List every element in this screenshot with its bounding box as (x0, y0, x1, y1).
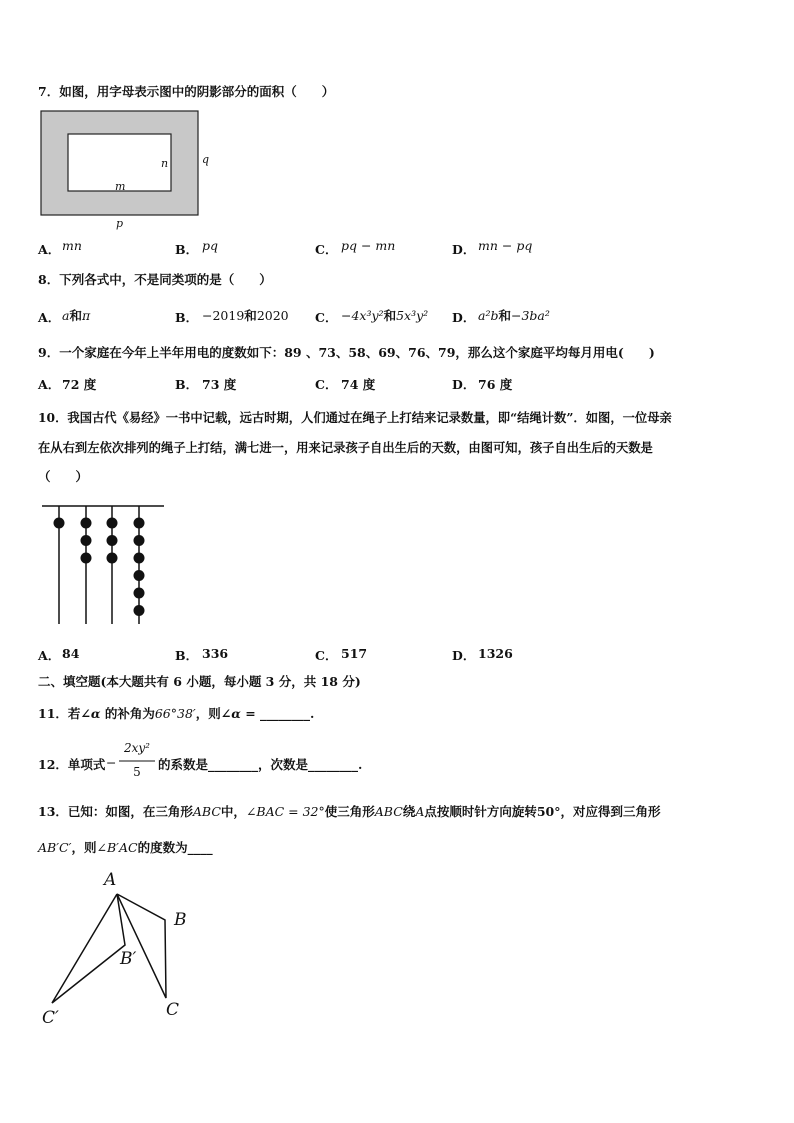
label-C: C (166, 1000, 180, 1020)
q12-minus: − (106, 755, 117, 770)
q7-option-c-key: C． (315, 242, 338, 257)
q12-denominator: 5 (133, 765, 141, 779)
knot (107, 553, 118, 564)
q7-option-c: pq − mn (341, 238, 396, 253)
q13-line1: 13．已知：如图，在三角形ABC中，∠BAC = 32°使三角形ABC绕A点按顺时针方向旋转50°，对应得到三角形 (38, 804, 661, 819)
knot (134, 553, 145, 564)
q10-option-b-key: B． (175, 648, 199, 663)
knot (134, 518, 145, 529)
knot (134, 588, 145, 599)
q10-line3: （ ） (38, 469, 89, 484)
knot (54, 518, 65, 529)
q9-option-c: 74 度 (341, 377, 376, 392)
q8-option-a: a和π (62, 308, 91, 323)
q8-option-c: −4x³y²和5x³y² (341, 308, 429, 323)
q7-option-b-key: B． (175, 242, 199, 257)
q7-option-d: mn − pq (478, 238, 533, 253)
q9-stem: 9．一个家庭在今年上半年用电的度数如下：89 、73、58、69、76、79，那么这个家庭平均每月用电( ) (38, 345, 655, 360)
label-C-prime: C′ (42, 1008, 59, 1028)
q8-option-b: −2019和2020 (202, 308, 289, 323)
label-n: n (161, 157, 169, 170)
q10-line2: 在从右到左依次排列的绳子上打结，满七进一，用来记录孩子自出生后的天数，由图可知，孩子自出生后的天数是 (38, 440, 653, 455)
knot-rope-figure (40, 500, 170, 628)
q8-option-d-key: D． (452, 310, 476, 325)
q7-option-a: mn (62, 238, 82, 253)
knot (134, 535, 145, 546)
section-heading-fill-blank: 二、填空题(本大题共有 6 小题，每小题 3 分，共 18 分) (38, 674, 361, 689)
label-A: A (104, 870, 117, 890)
q13-line2: AB′C′，则∠B′AC的度数为____ (38, 840, 213, 855)
q8-stem: 8．下列各式中，不是同类项的是（ ） (38, 272, 272, 287)
q10-option-b: 336 (202, 646, 229, 661)
knot (81, 535, 92, 546)
q8-option-a-key: A． (38, 310, 61, 325)
label-B: B (174, 910, 187, 930)
q12-prefix: 12．单项式 (38, 757, 106, 772)
label-m: m (115, 180, 126, 193)
q7-option-b: pq (202, 238, 219, 253)
q7-figure (38, 108, 218, 232)
q12-numerator: 2xy² (124, 741, 150, 755)
q9-option-d-key: D． (452, 377, 476, 392)
knot (134, 570, 145, 581)
q10-option-c: 517 (341, 646, 368, 661)
q8-option-c-key: C． (315, 310, 338, 325)
q10-option-d: 1326 (478, 646, 513, 661)
knot (107, 518, 118, 529)
q9-option-c-key: C． (315, 377, 338, 392)
q9-option-d: 76 度 (478, 377, 513, 392)
fraction-bar (119, 760, 155, 763)
label-B-prime: B′ (120, 949, 137, 969)
q7-option-d-key: D． (452, 242, 476, 257)
q9-option-a-key: A． (38, 377, 61, 392)
label-q: q (202, 153, 210, 166)
q10-option-a: 84 (62, 646, 80, 661)
q10-option-c-key: C． (315, 648, 338, 663)
q7-stem: 7．如图，用字母表示图中的阴影部分的面积（ ） (38, 84, 335, 99)
q12-rest: 的系数是________，次数是________. (158, 757, 363, 772)
knot (81, 553, 92, 564)
q10-line1: 10．我国古代《易经》一书中记载，远古时期，人们通过在绳子上打结来记录数量，即“结绳计数”．如图，一位母亲 (38, 410, 672, 425)
q7-option-a-key: A． (38, 242, 61, 257)
knot (107, 535, 118, 546)
label-p: p (116, 217, 124, 230)
q10-option-a-key: A． (38, 648, 61, 663)
q8-option-d: a²b和−3ba² (478, 308, 550, 323)
q9-option-a: 72 度 (62, 377, 97, 392)
q9-option-b-key: B． (175, 377, 199, 392)
q10-option-d-key: D． (452, 648, 476, 663)
q11-stem: 11．若∠α 的补角为66°38′，则∠α = ________. (38, 706, 315, 721)
knot (134, 605, 145, 616)
q8-option-b-key: B． (175, 310, 199, 325)
q9-option-b: 73 度 (202, 377, 237, 392)
knot (81, 518, 92, 529)
